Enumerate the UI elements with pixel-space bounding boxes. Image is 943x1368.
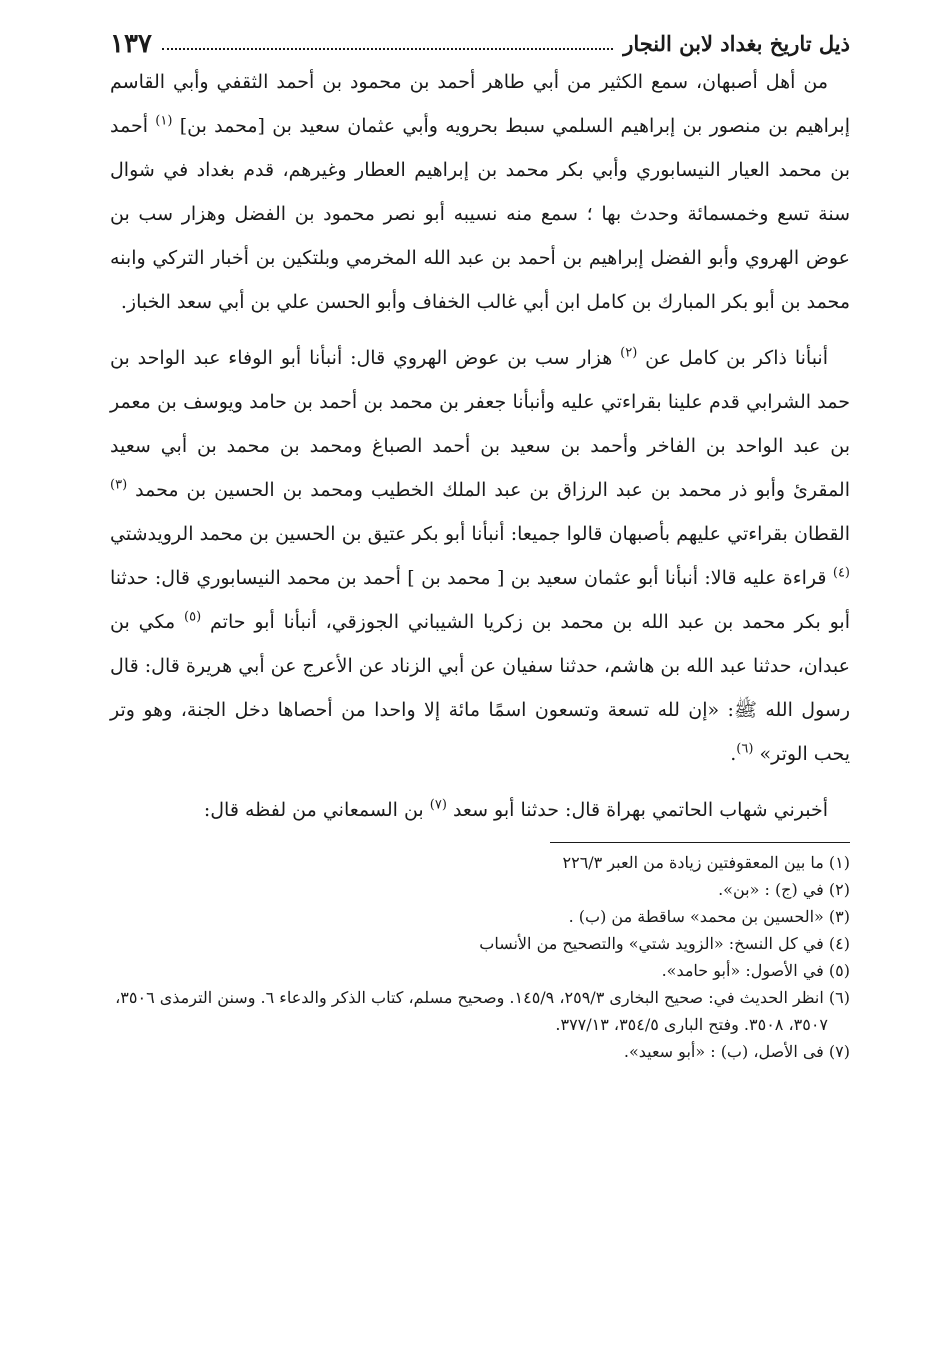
paragraph-biography: [110, 60, 850, 324]
footnote-5: (٥) في الأصول: «أبو حامد».: [661, 961, 850, 980]
text-segment: بن السمعاني من لفظه قال:: [203, 799, 424, 821]
main-text: [110, 60, 850, 832]
page-number: ١٣٧: [110, 29, 152, 59]
footnote-ref-2: (٢): [620, 345, 638, 361]
footnote-ref-7: (٧): [429, 797, 447, 813]
running-title: ذيل تاريخ بغداد لابن النجار: [623, 31, 850, 56]
text-segment: القطان بقراءتي عليهم بأصبهان قالوا جميعا: أنبأنا أبو بكر عتيق بن الحسين بن محمد الرويدشتي: [110, 523, 850, 545]
paragraph-hadith-chain: [110, 336, 850, 776]
footnote-6: (٦) انظر الحديث في: صحيح البخارى ٢٥٩/٣، ١٤٥/٩. وصحيح مسلم، كتاب الذكر والدعاء ٦. وسنن الترمذى ٣٥٠٦، ٣٥٠٧، ٣٥٠٨. وفتح البارى ٣٥٤/٥، ٣٧٧/١٣.: [115, 988, 850, 1034]
paragraph-closing: [110, 788, 850, 832]
text-segment: أخبرني شهاب الحاتمي بهراة قال: حدثنا أبو سعد: [452, 799, 828, 821]
footnote-ref-4: (٤): [832, 565, 850, 581]
footnote-4: (٤) في كل النسخ: «الزويد شتي» والتصحيح من الأنساب: [479, 934, 850, 953]
text-segment: أنبأنا ذاكر بن كامل عن: [645, 347, 828, 369]
footnote-ref-5: (٥): [184, 609, 202, 625]
footnote-2: (٢) في (ج) : «بن».: [718, 880, 850, 899]
page-header: [110, 18, 850, 58]
text-segment: .: [730, 743, 737, 765]
text-segment: قراءة عليه قالا: أنبأنا أبو عثمان سعيد بن [ محمد بن ] أحمد بن محمد النيسابوري قال: حدثنا أبو بكر محمد بن عبد الله بن محمد بن زكريا الشيباني الجوزقي، أنبأنا أبو حاتم: [110, 567, 850, 633]
text-segment: أحمد بن محمد العيار النيسابوري وأبي بكر محمد بن إبراهيم العطار وغيرهم، قدم بغداد في شوال سنة تسع وخمسمائة وحدث بها ؛ سمع منه نسيبه أبو نصر محمود بن الفضل وهزار سب بن عوض الهروي وأبو الفضل إبراهيم بن أحمد بن عبد الله المخرمي وبلتكين بن أخبار التركي وابنه محمد بن أبو بكر المبارك بن كامل ابن أبي غالب الخفاف وأبو الحسن علي بن أبي سعد الخباز.: [110, 115, 850, 313]
footnote-7: (٧) فى الأصل، (ب) : «أبو سعيد».: [623, 1042, 850, 1061]
footnote-3: (٣) «الحسين بن محمد» ساقطة من (ب) .: [568, 907, 850, 926]
dotted-leader: [162, 48, 613, 50]
text-segment: مكي بن عبدان، حدثنا عبد الله بن هاشم، حدثنا سفيان عن أبي الزناد عن الأعرج عن أبي هريرة قال: قال رسول الله ﷺ: «إن لله تسعة وتسعون اسمًا مائة إلا واحدا من أحصاها دخل الجنة، وهو وتر يحب الوتر»: [110, 611, 850, 765]
footnotes: [110, 849, 850, 1065]
book-page: [110, 18, 850, 1065]
footnote-1: (١) ما بين المعقوفتين زيادة من العبر ٢٢٦/٣: [562, 853, 850, 872]
text-segment: هزار سب بن عوض الهروي قال: أنبأنا أبو الوفاء عبد الواحد بن حمد الشرابي قدم علينا بقراءتي عليه وأنبأنا جعفر بن محمد بن أحمد بن حامد ويوسف بن معمر بن عبد الواحد بن الفاخر وأحمد بن سعيد بن أحمد الصباغ ومحمد بن محمد بن أبي سعيد المقرئ وأبو ذر محمد بن عبد الرزاق بن عبد الملك الخطيب ومحمد بن الحسين بن محمد: [110, 347, 850, 501]
footnote-ref-6: (٦): [736, 741, 754, 757]
footnote-divider: [550, 842, 850, 843]
footnote-ref-1: (١): [155, 113, 173, 129]
footnote-ref-3: (٣): [110, 477, 128, 493]
text-segment: من أهل أصبهان، سمع الكثير من أبي طاهر أحمد بن محمود بن أحمد الثقفي وأبي القاسم إبراهيم بن منصور بن إبراهيم السلمي سبط بحرويه وأبي عثمان سعيد بن [محمد بن]: [110, 71, 850, 137]
